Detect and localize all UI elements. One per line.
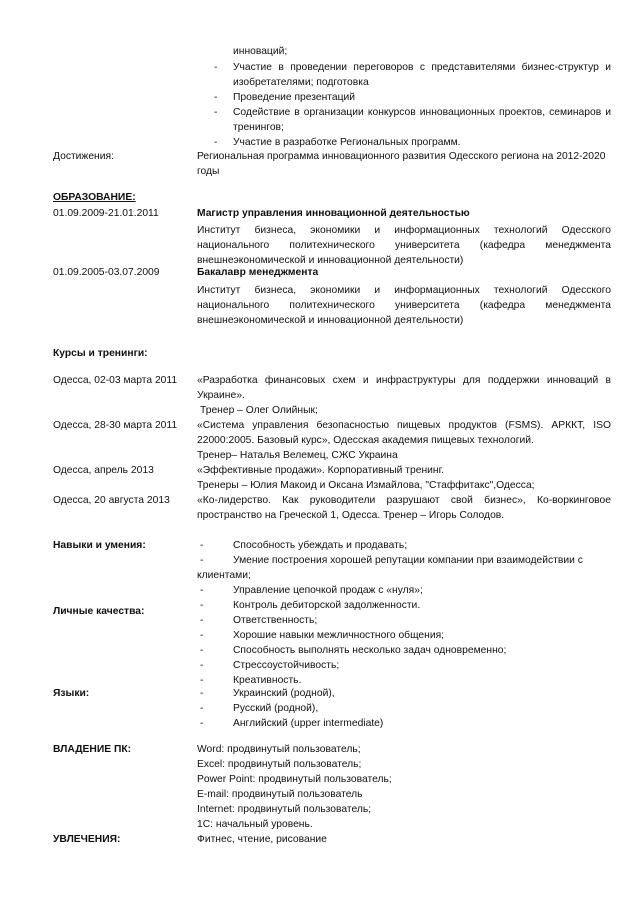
skill-item: Умение построения хорошей репутации компании при взаимодействии с (233, 555, 583, 566)
quality-item: Ответственность; (233, 615, 318, 626)
education-institution: национального политехнического университета (кафедра менеджмента (197, 240, 611, 251)
pc-item: Excel: продвинутый пользователь; (197, 759, 362, 770)
bullet-dash: - (200, 675, 204, 686)
quality-item: Способность выполнять несколько задач одновременно; (233, 645, 507, 656)
responsibility-item: Участие в проведении переговоров с представителями бизнес-структур и (233, 62, 611, 73)
skill-item: Управление цепочкой продаж с «нуля»; (233, 585, 423, 596)
continuation-text: инноваций; (233, 46, 288, 57)
course-title: «Эффективные продажи». Корпоративный тренинг. (197, 465, 444, 476)
education-dates: 01.09.2005-03.07.2009 (53, 267, 160, 278)
pc-item: E-mail: продвинутый пользователь (197, 789, 363, 800)
course-title: «Разработка финансовых схем и инфраструктуры для поддержки инноваций в (197, 375, 611, 386)
courses-heading: Курсы и тренинги: (53, 348, 148, 359)
education-degree: Бакалавр менеджмента (197, 267, 319, 278)
bullet-dash: - (214, 107, 218, 118)
quality-item: Стрессоустойчивость; (233, 660, 340, 671)
hobbies-text: Фитнес, чтение, рисование (197, 834, 327, 845)
language-item: Русский (родной), (233, 703, 319, 714)
education-heading: ОБРАЗОВАНИЕ: (53, 192, 136, 203)
course-title-cont: Украине». (197, 390, 245, 401)
course-place: Одесса, апрель 2013 (53, 465, 154, 476)
course-title: «Ко-лидерство. Как руководители разрушают свой бизнес», Ко-воркинговое (197, 495, 611, 506)
pc-label: ВЛАДЕНИЕ ПК: (53, 744, 132, 755)
bullet-dash: - (200, 703, 204, 714)
bullet-dash: - (200, 718, 204, 729)
skills-label: Навыки и умения: (53, 540, 146, 551)
pc-item: Word: продвинутый пользователь; (197, 744, 361, 755)
education-institution: Институт бизнеса, экономики и информационных технологий Одесского (197, 285, 611, 296)
responsibility-item-cont: тренингов; (233, 122, 284, 133)
bullet-dash: - (200, 660, 204, 671)
bullet-dash: - (214, 62, 218, 73)
responsibility-item: Проведение презентаций (233, 92, 356, 103)
course-place: Одесса, 28-30 марта 2011 (53, 420, 178, 431)
course-title-cont: 22000:2005. Базовый курс», Одесская академия пищевых технологий. (197, 435, 534, 446)
quality-item: Хорошие навыки межличностного общения; (233, 630, 445, 641)
education-institution: национального политехнического университета (кафедра менеджмента (197, 300, 611, 311)
skill-item-cont: клиентами; (197, 570, 251, 581)
responsibility-item-cont: изобретателями; подготовка (233, 77, 369, 88)
course-trainer: Тренер – Олег Олийнык; (200, 405, 318, 416)
course-place: Одесса, 02-03 марта 2011 (53, 375, 178, 386)
education-degree: Магистр управления инновационной деятельностью (197, 208, 470, 219)
course-title: «Система управления безопасностью пищевых продуктов (FSMS). АРККТ, ISO (197, 420, 611, 431)
course-trainer: Тренер– Наталья Велемец, СЖС Украина (197, 450, 398, 461)
course-place: Одесса, 20 августа 2013 (53, 495, 170, 506)
bullet-dash: - (200, 615, 204, 626)
responsibility-item: Содействие в организации конкурсов инновационных проектов, семинаров и (233, 107, 611, 118)
skill-item: Контроль дебиторской задолженности. (233, 600, 421, 611)
language-item: Английский (upper intermediate) (233, 718, 384, 729)
personal-label: Личные качества: (53, 606, 145, 617)
bullet-dash: - (200, 600, 204, 611)
bullet-dash: - (200, 555, 204, 566)
responsibility-item: Участие в разработке Региональных программ. (233, 137, 461, 148)
education-institution: внешнеэкономической и инновационной деятельности) (197, 255, 464, 266)
education-institution: внешнеэкономической и инновационной деятельности) (197, 315, 464, 326)
pc-item: Internet: продвинутый пользователь; (197, 804, 372, 815)
bullet-dash: - (200, 630, 204, 641)
bullet-dash: - (200, 540, 204, 551)
course-trainer: пространство на Греческой 1, Одесса. Тренер – Игорь Солодов. (197, 510, 505, 521)
education-institution: Институт бизнеса, экономики и информационных технологий Одесского (197, 225, 611, 236)
achievements-label: Достижения: (53, 151, 114, 162)
education-dates: 01.09.2009-21.01.2011 (53, 208, 159, 219)
bullet-dash: - (214, 137, 218, 148)
achievements-text-cont: годы (197, 166, 220, 177)
quality-item: Креативность. (233, 675, 302, 686)
course-trainer: Тренеры – Юлия Макоид и Оксана Измайлова, "Стаффитакс",Одесса; (197, 480, 535, 491)
bullet-dash: - (200, 585, 204, 596)
skill-item: Способность убеждать и продавать; (233, 540, 408, 551)
languages-label: Языки: (53, 688, 90, 699)
pc-item: Power Point: продвинутый пользователь; (197, 774, 392, 785)
language-item: Украинский (родной), (233, 688, 335, 699)
bullet-dash: - (214, 92, 218, 103)
achievements-text: Региональная программа инновационного развития Одесского региона на 2012-2020 (197, 151, 606, 162)
bullet-dash: - (200, 645, 204, 656)
pc-item: 1С: начальный уровень. (197, 819, 313, 830)
hobbies-label: УВЛЕЧЕНИЯ: (53, 834, 121, 845)
bullet-dash: - (200, 688, 204, 699)
